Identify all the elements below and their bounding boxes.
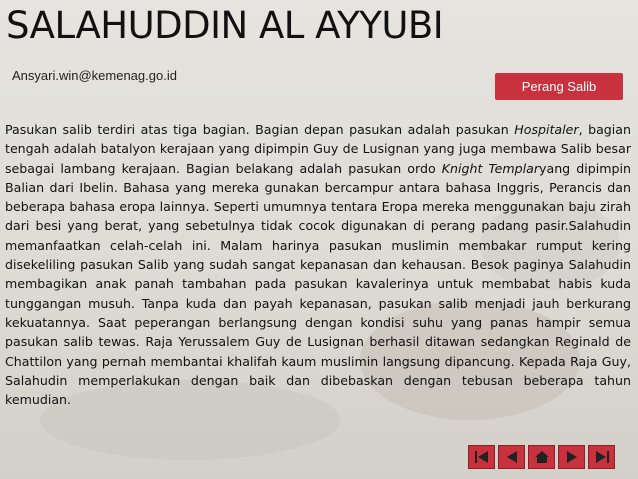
author-email: Ansyari.win@kemenag.go.id <box>12 68 177 83</box>
home-button[interactable] <box>528 445 555 469</box>
slide-title: SALAHUDDIN AL AYYUBI <box>6 4 444 47</box>
last-slide-icon <box>594 450 610 464</box>
previous-slide-button[interactable] <box>498 445 525 469</box>
body-paragraph <box>5 120 631 475</box>
first-slide-icon <box>474 450 490 464</box>
first-slide-button[interactable] <box>468 445 495 469</box>
last-slide-button[interactable] <box>588 445 615 469</box>
body-text-part: , bagian tengah adalah batalyon kerajaan yang dipimpin Guy de Lusignan yang juga membawa Salib besar sebagai lambang kerajaan. Bagian belakang adalah pasukan ordo <box>5 122 631 176</box>
home-icon <box>534 450 550 464</box>
body-text-emphasis: Knight Templar <box>441 160 540 176</box>
body-text-part: Pasukan salib terdiri atas tiga bagian. Bagian depan pasukan adalah pasukan <box>5 122 515 137</box>
body-text-part: yang dipimpin Balian dari Ibelin. Bahasa yang mereka gunakan bercampur antara bahasa Inggris, Perancis dan beberapa bahasa eropa lainnya. Seperti umumnya tentara Eropa mereka menggunakan baju zirah dari besi yang berat, yang sebetulnya tidak cocok digunakan di perang padang pasir.Salahudin memanfaatkan celah-celah ini. Malam harinya pasukan muslimin membakar rumput kering disekeliling pasukan Salib yang sudah sangat kepanasan dan kehausan. Besok paginya Salahudin membagikan anak panah tambahan pada pasukan kavalerinya untuk membabat habis kuda tunggangan musuh. Tanpa kuda dan payah kepanasan, pasukan salib menjadi jauh berkurang kekuatannya. Saat peperangan berlangsung dengan kondisi suhu yang panas hampir semua pasukan salib tewas. Raja Yerussalem Guy de Lusignan berhasil ditawan sedangkan Reginald de Chattilon yang pernah membantai khalifah kaum muslimin langsung dipancung. Kepada Raja Guy, Salahudin memperlakukan dengan baik dan dibebaskan dengan tebusan beberapa tahun kemudian. <box>5 160 631 408</box>
topic-badge: Perang Salib <box>495 73 623 100</box>
next-slide-button[interactable] <box>558 445 585 469</box>
previous-slide-icon <box>504 450 520 464</box>
slide-navigation <box>468 445 615 469</box>
body-text-emphasis: Hospitaler <box>514 122 579 137</box>
next-slide-icon <box>564 450 580 464</box>
